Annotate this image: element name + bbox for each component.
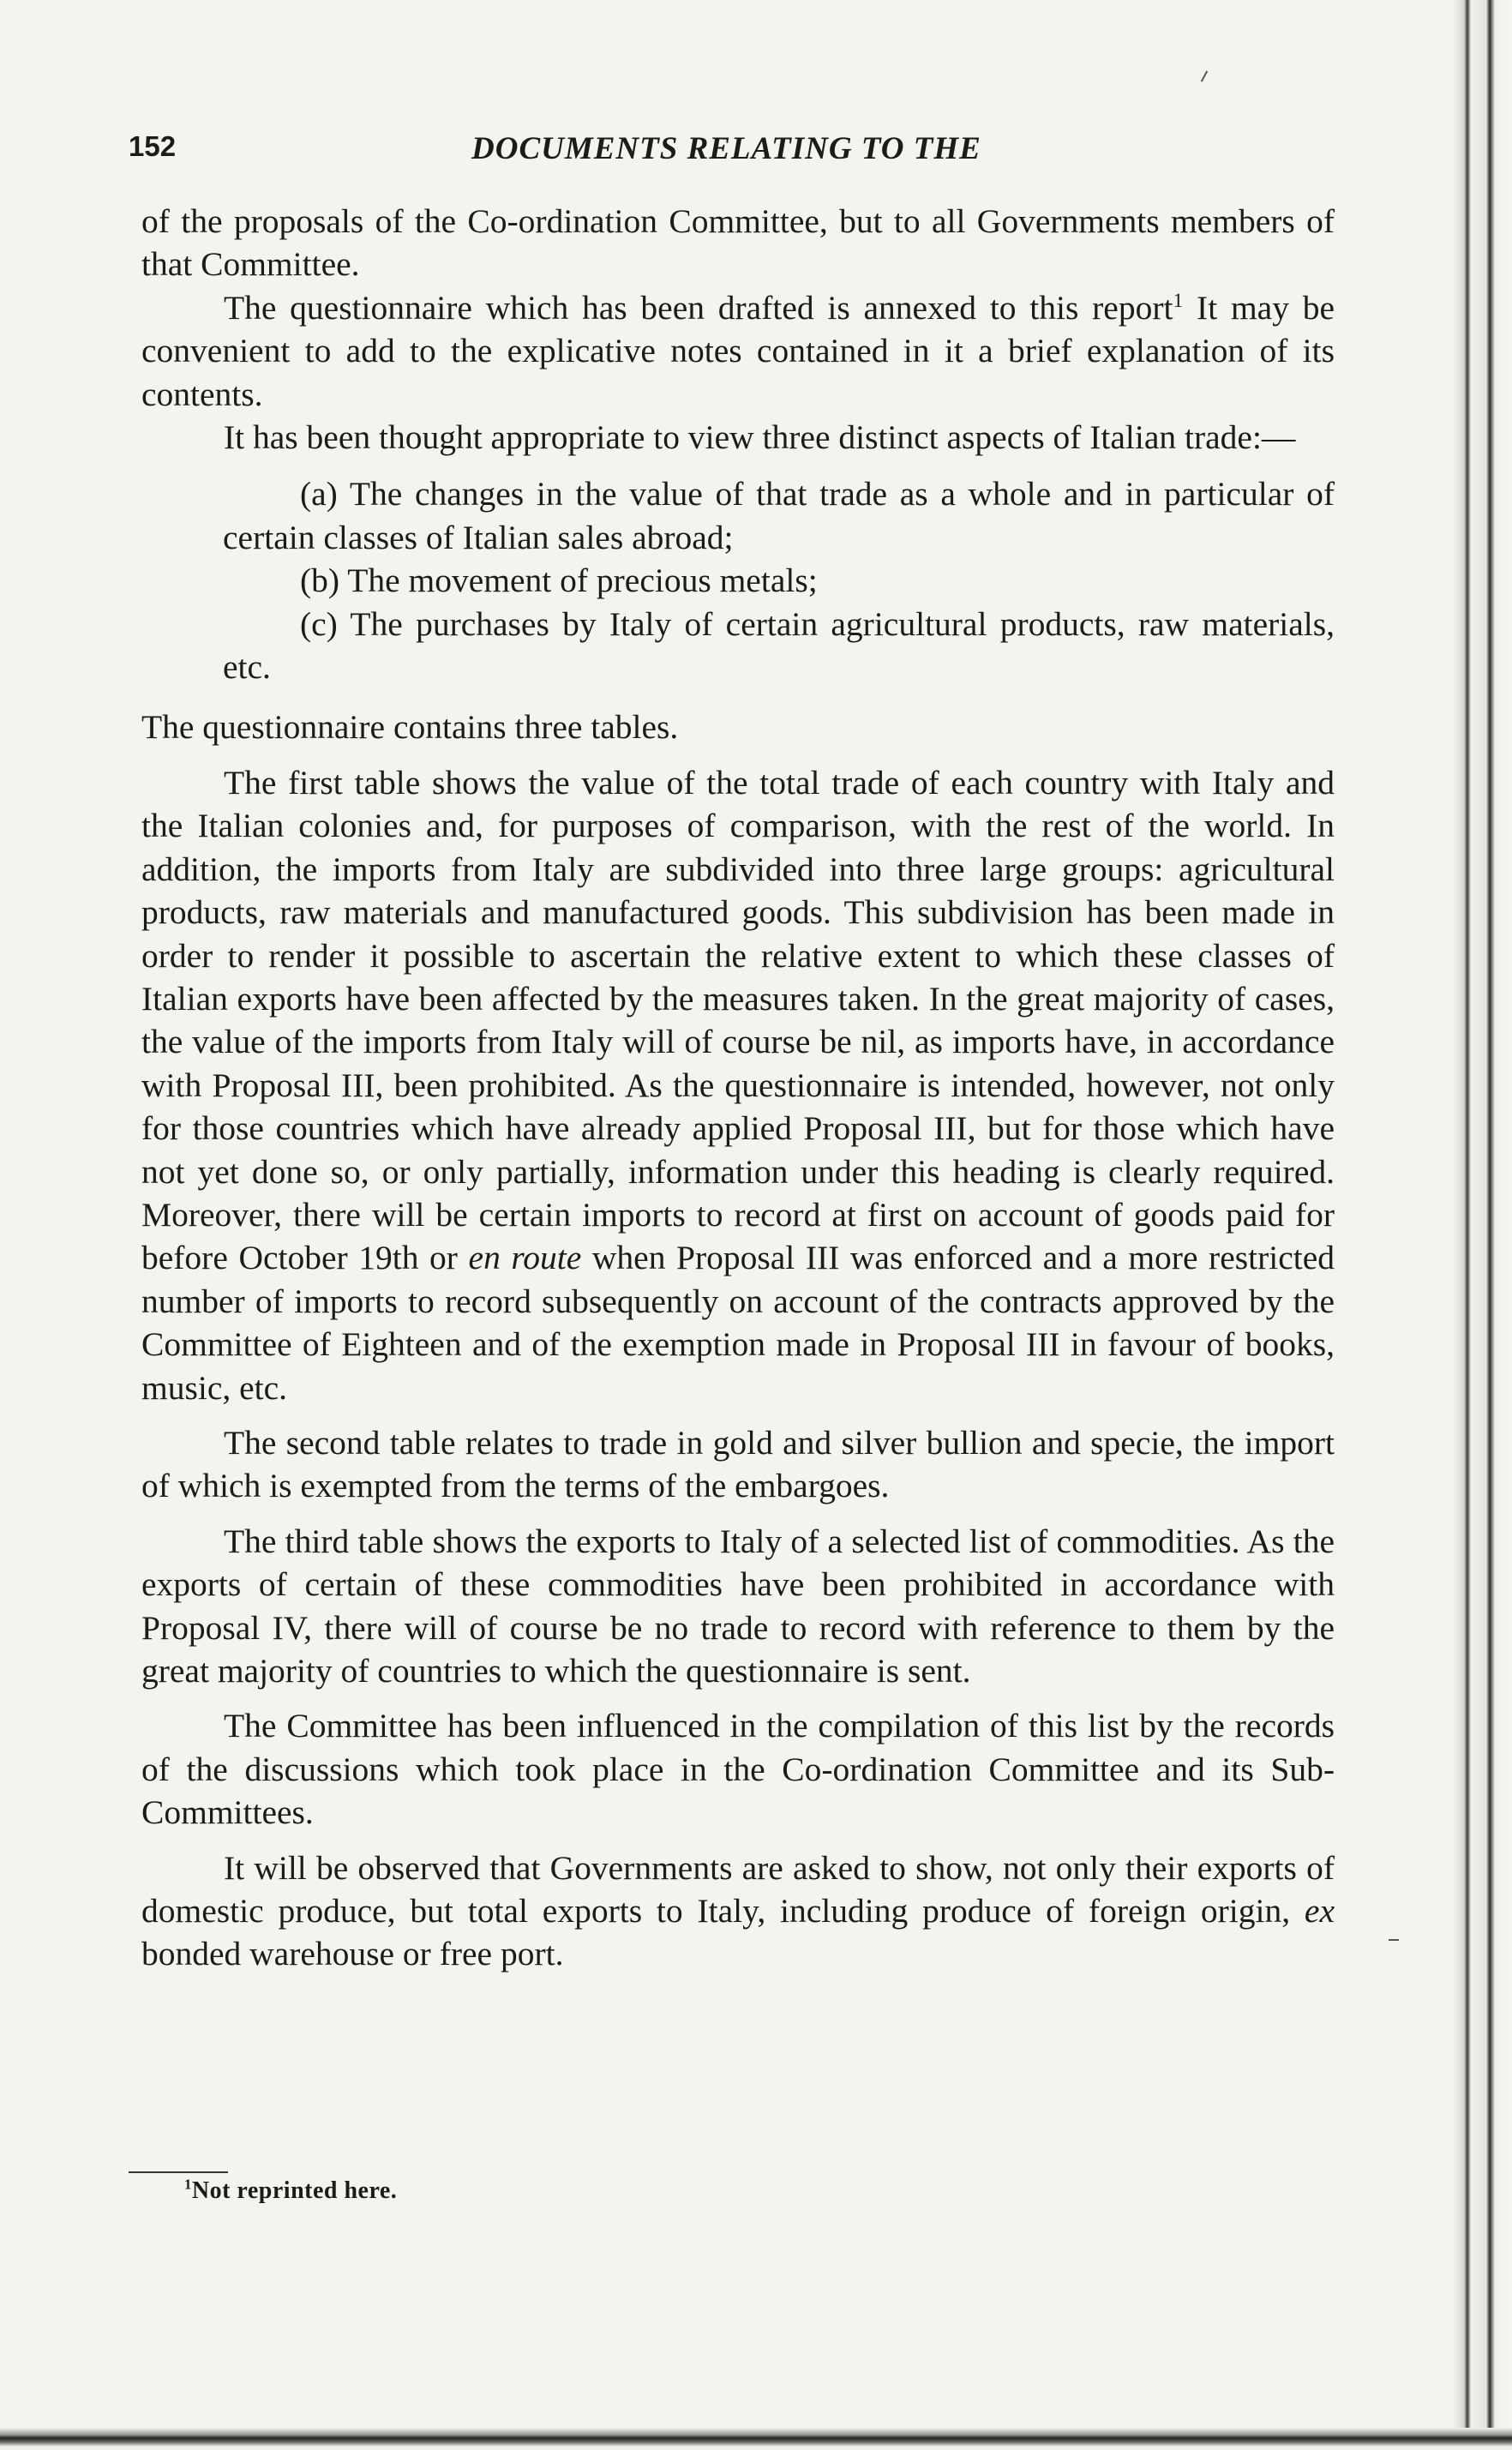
paragraph-text: It will be observed that Governments are asked to show, not only their exports of domestic produce, but total exports to Italy, including produce of foreign origin, bbox=[141, 1848, 1335, 1931]
list-item-text: (a) The changes in the value of that trade as a whole and in particular of certain classes of Italian sales abroad; bbox=[223, 475, 1335, 556]
running-title: DOCUMENTS RELATING TO THE bbox=[471, 131, 981, 166]
footnote-marker: 1 bbox=[184, 2176, 192, 2193]
scan-edge-right bbox=[1452, 0, 1512, 2450]
paragraph-text: The second table relates to trade in gold and silver bullion and specie, the import of which is exempted from the terms of the embargoes. bbox=[141, 1423, 1335, 1505]
body-text bbox=[141, 200, 1335, 1976]
page-number: 152 bbox=[129, 130, 177, 162]
stray-mark bbox=[1201, 70, 1208, 81]
stray-mark bbox=[1389, 1939, 1399, 1941]
paragraph bbox=[141, 200, 1335, 286]
paragraph-text: The third table shows the exports to Italy of a selected list of commodities. As the exports of certain of these commodities have been prohibited in accordance with Proposal IV, there will of course be no trade to record with reference to them by the great majority of countries to which the questionnaire is sent. bbox=[141, 1522, 1335, 1690]
paragraph-text: The questionnaire which has been drafted is annexed to this report bbox=[224, 288, 1173, 327]
paragraph bbox=[141, 1520, 1335, 1693]
list-item bbox=[141, 559, 1335, 602]
paragraph bbox=[141, 1847, 1335, 1976]
paragraph-text: It has been thought appropriate to view three distinct aspects of Italian trade:— bbox=[224, 418, 1296, 457]
scan-edge-bottom bbox=[0, 2428, 1512, 2450]
paragraph bbox=[141, 761, 1335, 1409]
paragraph-text: bonded warehouse or free port. bbox=[141, 1935, 564, 1973]
paragraph bbox=[141, 706, 1335, 748]
paragraph-text: when Proposal III was enforced and a more restricted number of imports to record subsequently on account of the contracts approved by the Committee of Eighteen and of the exemption made in Proposal III in favour of books, music, etc. bbox=[141, 1239, 1335, 1407]
list-item-text: (c) The purchases by Italy of certain agricultural products, raw materials, etc. bbox=[223, 604, 1335, 687]
paragraph-text: The first table shows the value of the total trade of each country with Italy and the Italian colonies and, for purposes of comparison, with the rest of the world. In addition, the imports from Italy are subdivided into three large groups: agricultural products, raw materials and manufactured goods. This subdivision has been made in order to render it possible to ascertain the relative extent to which these classes of Italian exports have been affected by the measures taken. In the great majority of cases, the value of the imports from Italy will of course be nil, as imports have, in accordance with Proposal III, been prohibited. As the questionnaire is intended, however, not only for those countries which have already applied Proposal III, but for those which have not yet done so, or only partially, information under this heading is clearly required. Moreover, there will be certain imports to record at first on account of goods paid for before October 19th or bbox=[141, 763, 1335, 1277]
paragraph-text: The questionnaire contains three tables. bbox=[141, 708, 679, 747]
footnote-rule bbox=[129, 2171, 228, 2173]
paragraph bbox=[141, 416, 1335, 459]
emphasis: ex bbox=[1304, 1892, 1335, 1931]
paragraph bbox=[141, 286, 1335, 416]
running-head bbox=[129, 130, 1329, 173]
footnote-ref: 1 bbox=[1173, 289, 1184, 312]
paragraph-text: of the proposals of the Co-ordination Committee, but to all Governments members of that Committee. bbox=[141, 202, 1335, 284]
list-item-text: (b) The movement of precious metals; bbox=[300, 561, 818, 600]
footnote-text: Not reprinted here. bbox=[191, 2177, 398, 2204]
emphasis: en route bbox=[468, 1239, 582, 1277]
paragraph bbox=[141, 1421, 1335, 1508]
paragraph bbox=[141, 1704, 1335, 1834]
paragraph-text: The Committee has been influenced in the compilation of this list by the records of the discussions which took place in the Co-ordination Committee and its Sub-Committees. bbox=[141, 1707, 1335, 1832]
paragraph-text: It may be convenient to add to the explicative notes contained in it a brief explanation of its contents. bbox=[141, 288, 1335, 413]
list-item bbox=[141, 472, 1335, 559]
footnote bbox=[184, 2177, 397, 2205]
list-item bbox=[141, 603, 1335, 689]
